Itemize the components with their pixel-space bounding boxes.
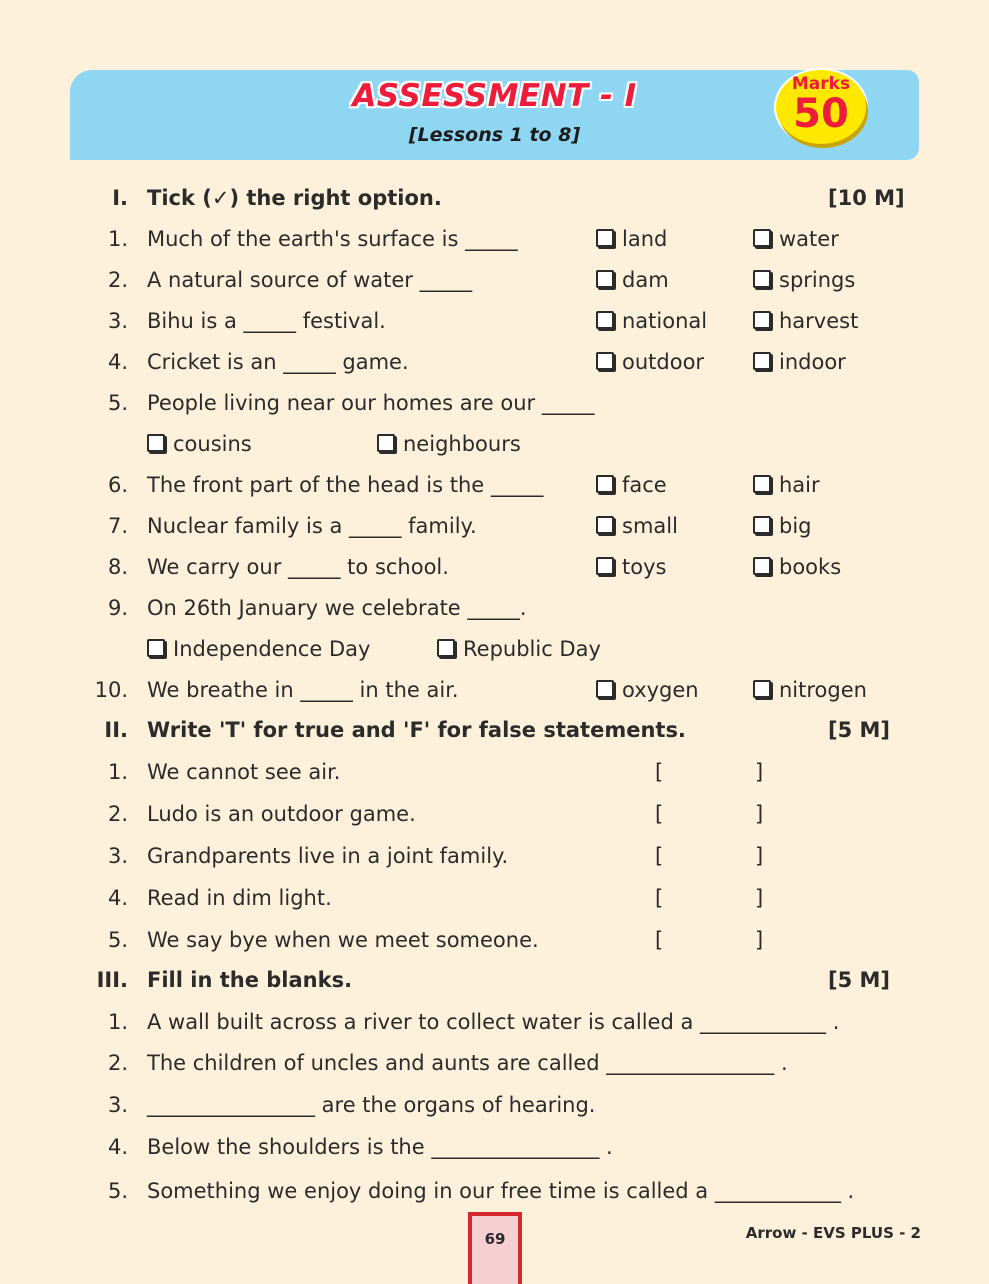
fill-blank-text[interactable]: The children of uncles and aunts are called ________________ . <box>147 1051 788 1075</box>
statement-row <box>0 883 989 913</box>
options-row <box>0 634 989 664</box>
answer-bracket-close: ] <box>755 760 764 784</box>
answer-bracket-close: ] <box>755 844 764 868</box>
checkbox-icon[interactable] <box>753 352 771 370</box>
option-label: land <box>622 227 668 251</box>
item-number: 1. <box>107 1010 128 1034</box>
option[interactable] <box>753 552 841 582</box>
question-text: On 26th January we celebrate _____. <box>147 596 527 620</box>
checkbox-icon[interactable] <box>753 557 771 575</box>
option[interactable] <box>596 470 667 500</box>
option[interactable] <box>596 552 666 582</box>
option-label: big <box>779 514 812 538</box>
option[interactable] <box>596 675 699 705</box>
question-text: Much of the earth's surface is _____ <box>147 227 518 251</box>
option-label: Independence Day <box>173 637 371 661</box>
question-number: 5. <box>107 391 128 415</box>
checkbox-icon[interactable] <box>437 639 455 657</box>
option[interactable] <box>377 429 521 459</box>
option[interactable] <box>753 224 839 254</box>
option-label: indoor <box>779 350 846 374</box>
answer-bracket-open[interactable]: [ <box>655 844 664 868</box>
question-text: The front part of the head is the _____ <box>147 473 544 497</box>
statement-number: 4. <box>107 886 128 910</box>
option-label: neighbours <box>403 432 521 456</box>
statement-number: 3. <box>107 844 128 868</box>
question-text: Bihu is a _____ festival. <box>147 309 386 333</box>
section-title: Write 'T' for true and 'F' for false statements. <box>147 718 686 742</box>
statement-text: We cannot see air. <box>147 760 341 784</box>
answer-bracket-open[interactable]: [ <box>655 760 664 784</box>
checkbox-icon[interactable] <box>596 229 614 247</box>
checkbox-icon[interactable] <box>753 680 771 698</box>
answer-bracket-close: ] <box>755 928 764 952</box>
question-number: 8. <box>107 555 128 579</box>
option[interactable] <box>596 224 667 254</box>
fill-blank-text[interactable]: ________________ are the organs of hearing. <box>147 1093 596 1117</box>
option-label: books <box>779 555 842 579</box>
option[interactable] <box>753 470 820 500</box>
statement-number: 5. <box>107 928 128 952</box>
option-label: hair <box>779 473 820 497</box>
assessment-title: ASSESSMENT - I <box>352 78 637 114</box>
option[interactable] <box>147 429 252 459</box>
statement-text: Read in dim light. <box>147 886 332 910</box>
statement-row <box>0 841 989 871</box>
question-number: 9. <box>107 596 128 620</box>
fill-blank-row <box>0 1007 989 1037</box>
question-number: 7. <box>107 514 128 538</box>
option-label: water <box>779 227 839 251</box>
options-row <box>0 429 989 459</box>
checkbox-icon[interactable] <box>596 680 614 698</box>
question-row <box>0 306 989 336</box>
checkbox-icon[interactable] <box>753 475 771 493</box>
marks-badge <box>776 70 866 144</box>
section-number: II. <box>104 718 128 742</box>
section-title: Tick (✓) the right option. <box>147 186 442 210</box>
option-label: Republic Day <box>463 637 601 661</box>
option[interactable] <box>596 511 678 541</box>
question-row <box>0 675 989 705</box>
option-label: cousins <box>173 432 252 456</box>
option-label: small <box>622 514 678 538</box>
statement-text: Grandparents live in a joint family. <box>147 844 509 868</box>
section-marks: [5 M] <box>828 718 891 742</box>
option[interactable] <box>147 634 370 664</box>
question-row <box>0 511 989 541</box>
page-number: 69 <box>468 1212 522 1284</box>
question-row <box>0 552 989 582</box>
question-number: 10. <box>94 678 128 702</box>
checkbox-icon[interactable] <box>377 434 395 452</box>
option[interactable] <box>753 306 858 336</box>
option-label: oxygen <box>622 678 699 702</box>
option[interactable] <box>753 675 867 705</box>
statement-number: 2. <box>107 802 128 826</box>
section-title: Fill in the blanks. <box>147 968 353 992</box>
question-text: A natural source of water _____ <box>147 268 473 292</box>
statement-text: Ludo is an outdoor game. <box>147 802 416 826</box>
checkbox-icon[interactable] <box>596 516 614 534</box>
statement-number: 1. <box>107 760 128 784</box>
option[interactable] <box>753 347 846 377</box>
option[interactable] <box>753 511 812 541</box>
fill-blank-row <box>0 1132 989 1162</box>
answer-bracket-close: ] <box>755 886 764 910</box>
answer-bracket-open[interactable]: [ <box>655 928 664 952</box>
marks-value: 50 <box>793 91 849 137</box>
item-number: 3. <box>107 1093 128 1117</box>
option[interactable] <box>596 347 704 377</box>
option-label: outdoor <box>622 350 705 374</box>
checkbox-icon[interactable] <box>753 229 771 247</box>
question-number: 3. <box>107 309 128 333</box>
answer-bracket-open[interactable]: [ <box>655 886 664 910</box>
assessment-subtitle: [Lessons 1 to 8] <box>408 124 581 146</box>
checkbox-icon[interactable] <box>753 516 771 534</box>
section-marks: [5 M] <box>828 968 891 992</box>
statement-row <box>0 799 989 829</box>
marks-label: Marks <box>791 74 851 94</box>
option-label: dam <box>622 268 669 292</box>
checkbox-icon[interactable] <box>596 352 614 370</box>
question-row <box>0 224 989 254</box>
question-row <box>0 593 989 623</box>
option[interactable] <box>753 265 855 295</box>
checkbox-icon[interactable] <box>596 557 614 575</box>
statement-row <box>0 757 989 787</box>
option-label: harvest <box>779 309 859 333</box>
option-label: nitrogen <box>779 678 867 702</box>
fill-blank-row <box>0 1090 989 1120</box>
question-row <box>0 388 989 418</box>
option-label: face <box>622 473 667 497</box>
checkbox-icon[interactable] <box>753 270 771 288</box>
section-heading <box>0 965 989 995</box>
section-heading <box>0 183 989 213</box>
statement-text: We say bye when we meet someone. <box>147 928 539 952</box>
question-text: Nuclear family is a _____ family. <box>147 514 477 538</box>
fill-blank-row <box>0 1048 989 1078</box>
checkbox-icon[interactable] <box>147 434 165 452</box>
section-heading <box>0 715 989 745</box>
fill-blank-row <box>0 1176 989 1206</box>
item-number: 5. <box>107 1179 128 1203</box>
question-text: We carry our _____ to school. <box>147 555 449 579</box>
fill-blank-text[interactable]: Below the shoulders is the ________________ . <box>147 1135 613 1159</box>
book-title: Arrow - EVS PLUS - 2 <box>745 1224 921 1242</box>
question-row <box>0 347 989 377</box>
checkbox-icon[interactable] <box>147 639 165 657</box>
section-marks: [10 M] <box>828 186 905 210</box>
question-row <box>0 470 989 500</box>
question-text: People living near our homes are our _____ <box>147 391 595 415</box>
option[interactable] <box>596 265 669 295</box>
question-text: Cricket is an _____ game. <box>147 350 409 374</box>
fill-blank-text[interactable]: A wall built across a river to collect water is called a ____________ . <box>147 1010 840 1034</box>
fill-blank-text[interactable]: Something we enjoy doing in our free time is called a ____________ . <box>147 1179 855 1203</box>
statement-row <box>0 925 989 955</box>
question-text: We breathe in _____ in the air. <box>147 678 459 702</box>
option-label: national <box>622 309 708 333</box>
checkbox-icon[interactable] <box>753 311 771 329</box>
option-label: springs <box>779 268 856 292</box>
question-number: 6. <box>107 473 128 497</box>
checkbox-icon[interactable] <box>596 270 614 288</box>
section-number: I. <box>112 186 128 210</box>
option[interactable] <box>596 306 707 336</box>
question-number: 2. <box>107 268 128 292</box>
question-number: 1. <box>107 227 128 251</box>
question-row <box>0 265 989 295</box>
item-number: 2. <box>107 1051 128 1075</box>
checkbox-icon[interactable] <box>596 311 614 329</box>
item-number: 4. <box>107 1135 128 1159</box>
section-number: III. <box>96 968 128 992</box>
option-label: toys <box>622 555 667 579</box>
checkbox-icon[interactable] <box>596 475 614 493</box>
option[interactable] <box>437 634 601 664</box>
question-number: 4. <box>107 350 128 374</box>
answer-bracket-open[interactable]: [ <box>655 802 664 826</box>
answer-bracket-close: ] <box>755 802 764 826</box>
